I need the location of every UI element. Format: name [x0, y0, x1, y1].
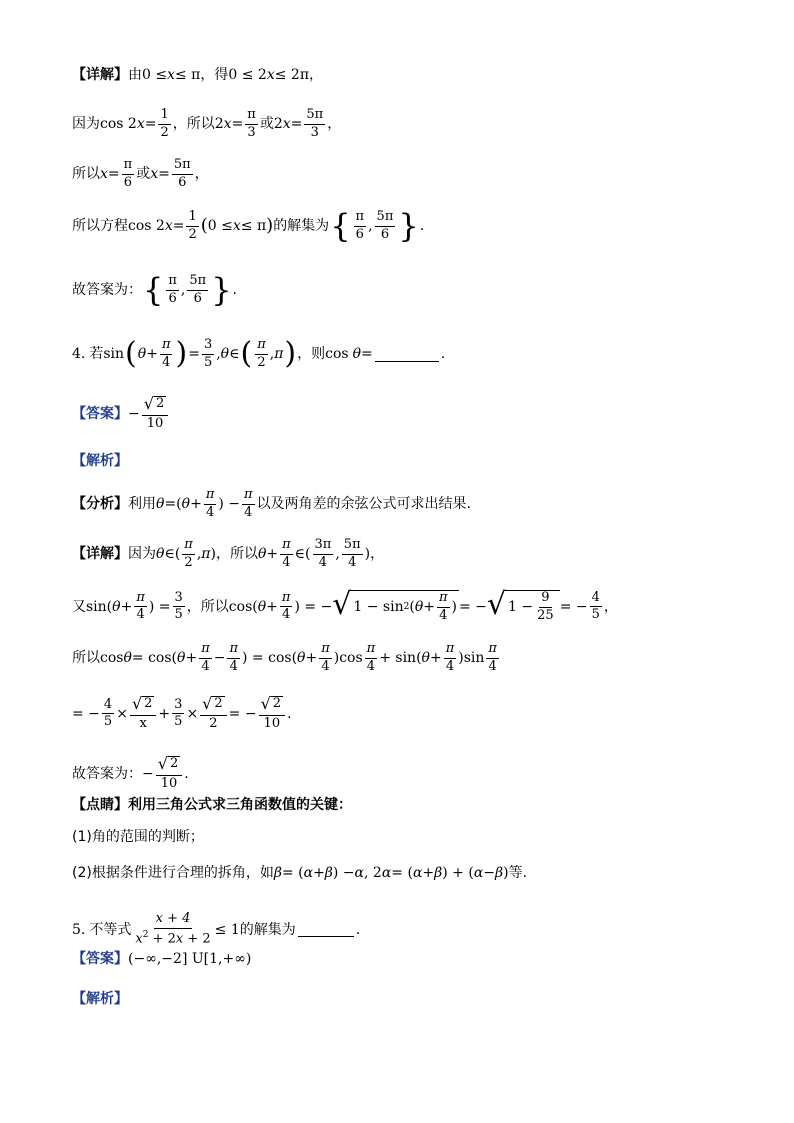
fraction: $\frac{\pi}{4}$ — [438, 590, 448, 623]
detail-tag: 【详解】 — [72, 67, 128, 83]
analysis-line: 【分析】 利用 θ =( θ + $\frac{\pi}{4}$ ) − $\frac{\pi}{4}$ 以及两角差的余弦公式可求出结果. — [72, 487, 472, 520]
fraction: √ 2 10 — [156, 756, 182, 792]
fraction: $\frac{\pi}{4}$ — [366, 641, 376, 674]
fraction: $\frac{\pi}{3}$ — [247, 107, 256, 140]
fraction: $\frac{3\pi}{4}$ — [314, 537, 332, 570]
analysis-tag-5: 【解析】 — [72, 991, 128, 1007]
fraction: $\frac{\pi}{4}$ — [445, 641, 455, 674]
answer-5: 【答案】 (−∞,−2] U[1,+∞) — [72, 951, 252, 967]
fraction: $\frac{5\pi}{4}$ — [343, 537, 361, 570]
fraction: $\frac{4}{5}$ — [591, 589, 600, 623]
fraction: $\frac{\pi}{4}$ — [244, 487, 253, 520]
fraction: √ 2 x — [130, 696, 156, 732]
fraction: $\frac{5\pi}{6}$ — [376, 209, 394, 242]
solution-line-2: 因为 cos 2 x = $\frac{1}{2}$ ，所以 2 x = $\frac{\pi}{3}$ 或 2 x = $\frac{5\pi}{3}$ ， — [72, 107, 342, 140]
fraction: √ 2 2 — [200, 696, 226, 732]
detail-line-2: 【详解】 因为 θ ∈ ( $\frac{\pi}{2}$ , π ) ，所以 θ + $\frac{\pi}{4}$ ∈ ( $\frac{3\pi}{4}$ , $\frac{5\pi}{4}$ ) ， — [72, 537, 385, 570]
key-point-2: (2)根据条件进行合理的拆角，如 β = ( α + β ) − α , 2 α = ( α + β ) + ( α − β ) 等. — [72, 865, 528, 881]
fraction: $\frac{\pi}{4}$ — [205, 487, 215, 520]
fraction: $\frac{1}{2}$ — [160, 107, 169, 140]
analysis-tag-4: 【解析】 — [72, 453, 128, 469]
fraction: $\frac{5\pi}{6}$ — [189, 273, 207, 306]
detail-answer-line: 故答案为： − √ 2 10 . — [72, 754, 189, 791]
fraction: $\frac{\pi}{6}$ — [168, 273, 177, 306]
fraction: $\frac{\pi}{4}$ — [229, 641, 239, 674]
fraction: $\frac{4}{5}$ — [103, 696, 113, 730]
fraction: $\frac{\pi}{4}$ — [161, 337, 171, 370]
key-point-line: 【点睛】 利用三角公式求三角函数值的关键： — [72, 797, 352, 813]
answer-blank[interactable] — [298, 922, 354, 937]
solution-line-4: 所以方程 cos 2 x = $\frac{1}{2}$ ( 0 ≤ x ≤ π ) 的解集为 { $\frac{\pi}{6}$ , $\frac{5\pi}{6}$ } . — [72, 207, 425, 246]
fraction: $\frac{\pi}{4}$ — [321, 641, 330, 674]
fraction: $\frac{1}{2}$ — [188, 209, 197, 242]
fraction: $\frac{3}{5}$ — [174, 589, 183, 623]
detail-line-4: 所以 cos θ = cos( θ + $\frac{\pi}{4}$ − $\frac{\pi}{4}$ ) = cos( θ + $\frac{\pi}{4}$ )cos $\frac{\pi}{4}$ + sin( θ + $\frac{\pi}{4}$ )sin $\frac{\pi}{4}$ — [72, 641, 497, 674]
fraction: $\frac{\pi}{2}$ — [257, 337, 266, 370]
fraction: $\frac{\pi}{6}$ — [123, 157, 133, 190]
fraction: $\frac{5\pi}{3}$ — [306, 107, 324, 140]
key-point-1: (1)角的范围的判断； — [72, 829, 204, 845]
detail-line-3: 又 sin( θ + $\frac{\pi}{4}$ ) = $\frac{3}{5}$ ，所以 cos( θ + $\frac{\pi}{4}$ ) = − √ 1 − sin 2 ( θ + $\frac{\pi}{4}$ ) = − √ 1 − $\frac{9}{25}$ = − $\frac{4}{5}$ ， — [72, 587, 618, 623]
fraction: $\frac{\pi}{4}$ — [201, 641, 210, 674]
fraction: $\frac{3}{5}$ — [203, 337, 213, 370]
square-root: √ 1 − sin 2 ( θ + $\frac{\pi}{4}$ ) — [332, 587, 457, 623]
fraction: √ 2 10 — [142, 396, 168, 432]
answer-blank[interactable] — [375, 347, 439, 362]
detail-line-5: = − $\frac{4}{5}$ × √ 2 x + $\frac{3}{5}$ × √ 2 2 = − √ 2 10 . — [72, 694, 292, 731]
question-4: 4. 若 sin ( θ + $\frac{\pi}{4}$ ) = $\frac{3}{5}$ , θ ∈ ( $\frac{\pi}{2}$ , π ) ，则 cos θ = . — [72, 336, 446, 372]
solution-line-3: 所以 x = $\frac{\pi}{6}$ 或 x = $\frac{5\pi}{6}$ ， — [72, 157, 209, 190]
fraction: $\frac{3}{5}$ — [174, 696, 183, 730]
solution-answer-line: 故答案为： { $\frac{\pi}{6}$ , $\frac{5\pi}{6}$ } . — [72, 271, 237, 310]
fraction: $\frac{\pi}{4}$ — [488, 641, 497, 674]
fraction: $\frac{9}{25}$ — [537, 590, 554, 623]
fraction: √ 2 10 — [259, 696, 285, 732]
answer-4: 【答案】 − √ 2 10 — [72, 396, 170, 432]
fraction: $\frac{x + 4}{x^2 + 2x + 2}$ — [135, 911, 211, 947]
solution-line-1: 【详解】 由 0 ≤ x ≤ π ，得 0 ≤ 2 x ≤ 2π ， — [72, 67, 324, 83]
answer-tag: 【答案】 — [72, 405, 128, 422]
question-5: 5. 不等式 $\frac{x + 4}{x^2 + 2x + 2}$ ≤ 1 的解集为 . — [72, 911, 361, 947]
fraction: $\frac{5\pi}{6}$ — [173, 157, 191, 190]
fraction: $\frac{\pi}{6}$ — [355, 209, 365, 242]
fraction: $\frac{\pi}{2}$ — [184, 537, 193, 570]
fraction: $\frac{\pi}{4}$ — [281, 589, 291, 623]
fraction: $\frac{\pi}{4}$ — [136, 589, 145, 623]
square-root: √ 1 − $\frac{9}{25}$ — [487, 590, 560, 624]
fraction: $\frac{\pi}{4}$ — [282, 537, 291, 570]
